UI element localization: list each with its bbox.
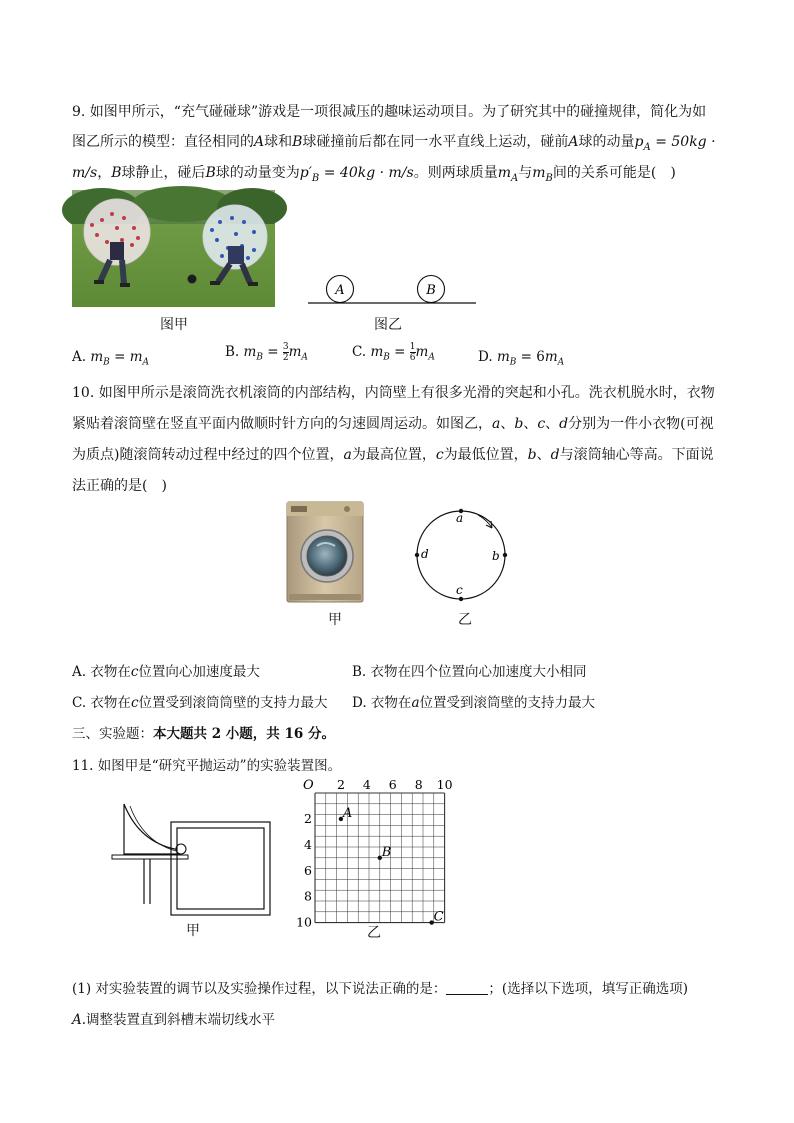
answer-blank[interactable] bbox=[446, 980, 488, 995]
q9-line2: 图乙所示的模型：直径相同的A球和B球碰撞前后都在同一水平直线上运动，碰前A球的动量$p_A = 50kg$ · bbox=[72, 134, 716, 153]
section-3-heading: 三、实验题：本大题共 2 小题，共 16 分。 bbox=[72, 726, 335, 742]
q10-line1: 10. 如图甲所示是滚筒洗衣机滚筒的内部结构，内筒壁上有很多光滑的突起和小孔。洗衣机脱水时，衣物 bbox=[72, 385, 715, 401]
point-b-label: b bbox=[492, 549, 500, 563]
q9-figure-jia-caption: 图甲 bbox=[160, 317, 188, 333]
q9-line1: 9. 如图甲所示，“充气碰碰球”游戏是一项很减压的趣味运动项目。为了研究其中的碰撞规律，简化为如 bbox=[72, 104, 707, 120]
bumper-ball-photo bbox=[72, 190, 275, 307]
q9-option-d[interactable]: D. $m_B = 6m_A$ bbox=[478, 349, 565, 368]
q10-option-a[interactable]: A. 衣物在c位置向心加速度最大 bbox=[72, 664, 260, 680]
q9-option-c[interactable]: C. $m_B$ = $\frac{1}{6}$ $m_A$ bbox=[352, 342, 435, 363]
point-a-label: A bbox=[342, 805, 353, 821]
q11-sub1: (1) 对实验装置的调节以及实验操作过程，以下说法正确的是： ；(选择以下选项，填写正确选项) bbox=[72, 981, 688, 997]
q9-option-a[interactable]: A. $m_B = m_A$ bbox=[72, 349, 149, 368]
q11-figure-yi-caption: 乙 bbox=[367, 925, 381, 941]
origin-label: O bbox=[303, 778, 314, 793]
q11-option-a: A.调整装置直到斜槽末端切线水平 bbox=[72, 1012, 276, 1028]
y-tick-label: 2 bbox=[304, 810, 312, 826]
q10-line2: 紧贴着滚筒壁在竖直平面内做顺时针方向的匀速圆周运动。如图乙，a、b、c、d分别为一件小衣物(可视 bbox=[72, 416, 714, 432]
q10-option-d[interactable]: D. 衣物在a位置受到滚筒壁的支持力最大 bbox=[352, 695, 595, 711]
ball-B-label: B bbox=[426, 283, 436, 298]
y-tick-label: 10 bbox=[296, 914, 312, 930]
x-tick-label: 8 bbox=[414, 777, 423, 792]
x-tick-label: 10 bbox=[436, 777, 453, 792]
q10-figure-jia-caption: 甲 bbox=[328, 612, 342, 628]
q9-figure-yi-caption: 图乙 bbox=[374, 317, 402, 333]
q10-figure-yi-caption: 乙 bbox=[458, 612, 472, 628]
x-tick-label: 2 bbox=[336, 777, 345, 792]
q10-option-b[interactable]: B. 衣物在四个位置向心加速度大小相同 bbox=[352, 664, 587, 680]
q10-circle-diagram bbox=[405, 500, 520, 605]
q11-figure-jia-caption: 甲 bbox=[186, 923, 200, 939]
q9-collision-diagram bbox=[300, 268, 485, 313]
q11-line1: 11. 如图甲是“研究平抛运动”的实验装置图。 bbox=[72, 758, 342, 774]
point-a-label: a bbox=[456, 511, 464, 525]
y-tick-label: 4 bbox=[304, 836, 312, 852]
q10-option-c[interactable]: C. 衣物在c位置受到滚筒筒壁的支持力最大 bbox=[72, 695, 328, 711]
q9-line3: m/s，B球静止，碰后B球的动量变为$p'_B = 40kg \cdot m/s$。则两球质量$m_A$与$m_B$间的关系可能是( ) bbox=[72, 165, 676, 184]
projectile-grid-diagram bbox=[295, 775, 465, 930]
q10-line4: 法正确的是( ) bbox=[72, 478, 167, 494]
point-c-label: c bbox=[456, 583, 463, 597]
y-tick-label: 6 bbox=[304, 862, 312, 878]
x-tick-label: 6 bbox=[388, 777, 397, 792]
y-tick-label: 8 bbox=[304, 888, 312, 904]
point-c-label: C bbox=[433, 909, 444, 925]
projectile-apparatus-diagram bbox=[110, 800, 275, 920]
x-tick-label: 4 bbox=[362, 777, 371, 792]
washing-machine-image bbox=[285, 500, 365, 604]
q10-line3: 为质点)随滚筒转动过程中经过的四个位置，a为最高位置，c为最低位置，b、d与滚筒轴心等高。下面说 bbox=[72, 447, 714, 463]
point-d-label: d bbox=[421, 547, 429, 561]
point-b-label: B bbox=[381, 844, 392, 860]
ball-A-label: A bbox=[335, 283, 345, 298]
q9-option-b[interactable]: B. $m_B$ = $\frac{3}{2}$ $m_A$ bbox=[225, 342, 308, 363]
